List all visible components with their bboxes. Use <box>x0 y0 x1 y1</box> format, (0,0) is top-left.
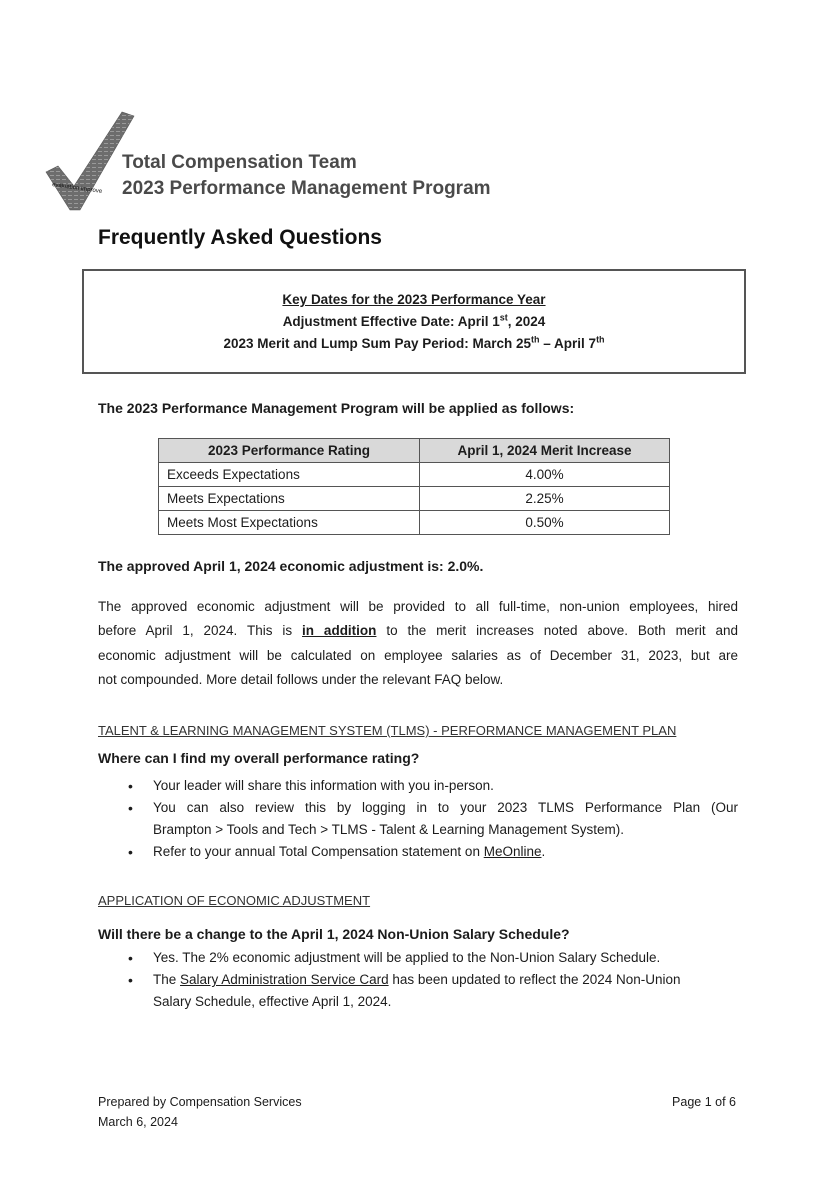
in-addition-emphasis: in addition <box>302 623 377 639</box>
list-item: • Refer to your annual Total Compensation statement on MeOnline. <box>126 841 738 863</box>
applied-heading: The 2023 Performance Management Program will be applied as follows: <box>98 400 575 416</box>
team-name: Total Compensation Team <box>122 152 357 173</box>
table-row <box>159 511 670 535</box>
page-number: Page 1 of 6 <box>672 1095 736 1109</box>
effective-date: Adjustment Effective Date: April 1st, 2024 <box>282 312 546 329</box>
economic-adjustment-heading: The approved April 1, 2024 economic adjustment is: 2.0%. <box>98 558 484 574</box>
footer-prepared <box>98 1092 302 1132</box>
paragraph-line: The approved economic adjustment will be provided to all full-time, non-union employees, hired <box>98 599 738 614</box>
tlms-question: Where can I find my overall performance rating? <box>98 750 420 766</box>
tlms-bullet-list <box>126 775 738 863</box>
increase-cell: 0.50% <box>420 511 670 535</box>
logo-lettering: evaluation improve <box>51 182 103 195</box>
rating-cell: Meets Expectations <box>159 487 420 511</box>
pay-period: 2023 Merit and Lump Sum Pay Period: March 25th – April 7th <box>223 334 605 351</box>
document-header <box>122 150 491 202</box>
list-item: • Your leader will share this information with you in-person. <box>126 775 738 797</box>
rating-cell: Meets Most Expectations <box>159 511 420 535</box>
table-header-row <box>159 439 670 463</box>
paragraph-line: not compounded. More detail follows under the relevant FAQ below. <box>98 671 504 687</box>
salary-service-card-link[interactable]: Salary Administration Service Card <box>180 972 389 987</box>
rating-cell: Exceeds Expectations <box>159 463 420 487</box>
economic-question: Will there be a change to the April 1, 2024 Non-Union Salary Schedule? <box>98 926 570 942</box>
increase-cell: 4.00% <box>420 463 670 487</box>
column-header: April 1, 2024 Merit Increase <box>420 439 670 463</box>
paragraph-line: economic adjustment will be calculated on employee salaries as of December 31, 2023, but are <box>98 647 738 663</box>
merit-table <box>158 438 670 535</box>
paragraph-line: before April 1, 2024. This is in addition to the merit increases noted above. Both merit and <box>98 623 738 639</box>
program-name: 2023 Performance Management Program <box>122 178 491 199</box>
key-dates-box <box>82 269 746 374</box>
meonline-link[interactable]: MeOnline <box>483 844 542 859</box>
economic-paragraph <box>98 595 738 692</box>
economic-section-heading: APPLICATION OF ECONOMIC ADJUSTMENT <box>98 893 371 908</box>
table-row <box>159 487 670 511</box>
list-item: • You can also review this by logging in to your 2023 TLMS Performance Plan (Our Brampton > Tools and Tech > TLMS - Talent & Learning Management System). <box>126 797 738 841</box>
footer-date: March 6, 2024 <box>98 1115 178 1129</box>
column-header: 2023 Performance Rating <box>159 439 420 463</box>
prepared-by: Prepared by Compensation Services <box>98 1095 302 1109</box>
economic-bullet-list <box>126 947 738 1013</box>
page-title: Frequently Asked Questions <box>98 226 382 249</box>
increase-cell: 2.25% <box>420 487 670 511</box>
list-item: • Yes. The 2% economic adjustment will be applied to the Non-Union Salary Schedule. <box>126 947 738 969</box>
list-item: • The Salary Administration Service Card has been updated to reflect the 2024 Non-Union Salary Schedule, effective April 1, 2024. <box>126 969 738 1013</box>
tlms-section-heading: TALENT & LEARNING MANAGEMENT SYSTEM (TLMS) - PERFORMANCE MANAGEMENT PLAN <box>98 723 677 738</box>
table-row <box>159 463 670 487</box>
key-dates-heading: Key Dates for the 2023 Performance Year <box>282 292 546 307</box>
